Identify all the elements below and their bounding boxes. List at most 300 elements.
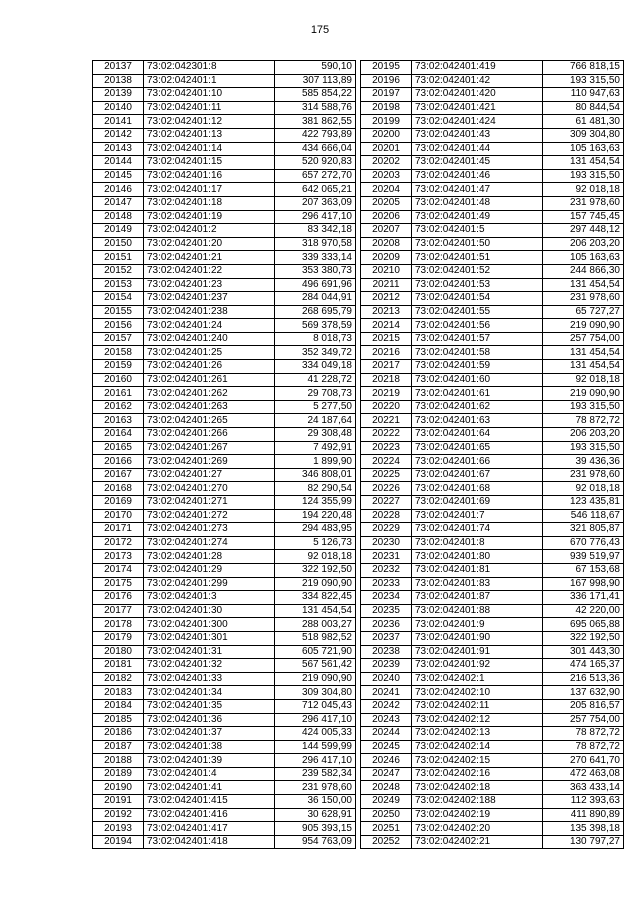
value-cell: 67 153,68 <box>543 563 624 577</box>
cadastral-number-cell: 73:02:042401:418 <box>144 835 275 849</box>
table-row <box>361 713 624 727</box>
value-cell: 131 454,54 <box>543 278 624 292</box>
cadastral-number-cell: 73:02:042401:301 <box>144 631 275 645</box>
row-number-cell: 20162 <box>93 400 144 414</box>
table-row <box>93 577 356 591</box>
value-cell: 36 150,00 <box>275 795 356 809</box>
row-number-cell: 20189 <box>93 767 144 781</box>
value-cell: 39 436,36 <box>543 455 624 469</box>
value-cell: 231 978,60 <box>543 468 624 482</box>
cadastral-number-cell: 73:02:042401:36 <box>144 713 275 727</box>
cadastral-number-cell: 73:02:042402:11 <box>412 699 543 713</box>
table-row <box>361 210 624 224</box>
value-cell: 257 754,00 <box>543 332 624 346</box>
cadastral-number-cell: 73:02:042401:4 <box>144 767 275 781</box>
cadastral-number-cell: 73:02:042401:92 <box>412 659 543 673</box>
value-cell: 130 797,27 <box>543 835 624 849</box>
value-cell: 92 018,18 <box>275 550 356 564</box>
row-number-cell: 20141 <box>93 115 144 129</box>
table-row <box>93 781 356 795</box>
row-number-cell: 20244 <box>361 727 412 741</box>
table-row <box>93 563 356 577</box>
table-row <box>361 822 624 836</box>
cadastral-number-cell: 73:02:042401:51 <box>412 251 543 265</box>
table-row <box>93 224 356 238</box>
value-cell: 657 272,70 <box>275 169 356 183</box>
row-number-cell: 20242 <box>361 699 412 713</box>
table-row <box>93 686 356 700</box>
row-number-cell: 20239 <box>361 659 412 673</box>
table-row <box>361 61 624 75</box>
table-row <box>93 156 356 170</box>
cadastral-number-cell: 73:02:042401:30 <box>144 604 275 618</box>
cadastral-number-cell: 73:02:042401:420 <box>412 88 543 102</box>
row-number-cell: 20206 <box>361 210 412 224</box>
row-number-cell: 20153 <box>93 278 144 292</box>
cadastral-number-cell: 73:02:042401:419 <box>412 61 543 75</box>
row-number-cell: 20144 <box>93 156 144 170</box>
cadastral-number-cell: 73:02:042401:69 <box>412 496 543 510</box>
table-row <box>361 74 624 88</box>
value-cell: 137 632,90 <box>543 686 624 700</box>
table-row <box>93 740 356 754</box>
row-number-cell: 20186 <box>93 727 144 741</box>
row-number-cell: 20137 <box>93 61 144 75</box>
value-cell: 905 393,15 <box>275 822 356 836</box>
row-number-cell: 20208 <box>361 237 412 251</box>
cadastral-number-cell: 73:02:042401:19 <box>144 210 275 224</box>
row-number-cell: 20193 <box>93 822 144 836</box>
value-cell: 336 171,41 <box>543 591 624 605</box>
table-row <box>361 88 624 102</box>
row-number-cell: 20148 <box>93 210 144 224</box>
table-row <box>93 387 356 401</box>
row-number-cell: 20209 <box>361 251 412 265</box>
table-row <box>361 101 624 115</box>
table-row <box>361 563 624 577</box>
value-cell: 78 872,72 <box>543 727 624 741</box>
table-row <box>93 319 356 333</box>
table-row <box>93 645 356 659</box>
value-cell: 231 978,60 <box>543 196 624 210</box>
cadastral-number-cell: 73:02:042401:45 <box>412 156 543 170</box>
row-number-cell: 20219 <box>361 387 412 401</box>
row-number-cell: 20218 <box>361 373 412 387</box>
value-cell: 766 818,15 <box>543 61 624 75</box>
table-row <box>361 414 624 428</box>
cadastral-number-cell: 73:02:042401:424 <box>412 115 543 129</box>
cadastral-number-cell: 73:02:042401:81 <box>412 563 543 577</box>
value-cell: 424 005,33 <box>275 727 356 741</box>
cadastral-number-cell: 73:02:042401:61 <box>412 387 543 401</box>
row-number-cell: 20243 <box>361 713 412 727</box>
cadastral-number-cell: 73:02:042401:59 <box>412 360 543 374</box>
cadastral-number-cell: 73:02:042401:2 <box>144 224 275 238</box>
value-cell: 474 165,37 <box>543 659 624 673</box>
value-cell: 520 920,83 <box>275 156 356 170</box>
value-cell: 296 417,10 <box>275 713 356 727</box>
table-row <box>361 835 624 849</box>
row-number-cell: 20146 <box>93 183 144 197</box>
cadastral-number-cell: 73:02:042401:66 <box>412 455 543 469</box>
cadastral-number-cell: 73:02:042401:1 <box>144 74 275 88</box>
table-row <box>361 659 624 673</box>
table-row <box>93 169 356 183</box>
value-cell: 219 090,90 <box>543 319 624 333</box>
cadastral-number-cell: 73:02:042401:18 <box>144 196 275 210</box>
table-row <box>93 414 356 428</box>
value-cell: 30 628,91 <box>275 808 356 822</box>
cadastral-number-cell: 73:02:042401:54 <box>412 292 543 306</box>
row-number-cell: 20157 <box>93 332 144 346</box>
value-cell: 131 454,54 <box>543 156 624 170</box>
cadastral-number-cell: 73:02:042401:299 <box>144 577 275 591</box>
cadastral-number-cell: 73:02:042401:74 <box>412 523 543 537</box>
row-number-cell: 20200 <box>361 128 412 142</box>
cadastral-number-cell: 73:02:042401:34 <box>144 686 275 700</box>
row-number-cell: 20203 <box>361 169 412 183</box>
row-number-cell: 20185 <box>93 713 144 727</box>
cadastral-number-cell: 73:02:042401:240 <box>144 332 275 346</box>
cadastral-number-cell: 73:02:042401:300 <box>144 618 275 632</box>
row-number-cell: 20195 <box>361 61 412 75</box>
register-table-left <box>92 60 356 849</box>
table-row <box>361 781 624 795</box>
table-row <box>361 156 624 170</box>
row-number-cell: 20246 <box>361 754 412 768</box>
row-number-cell: 20248 <box>361 781 412 795</box>
value-cell: 284 044,91 <box>275 292 356 306</box>
cadastral-number-cell: 73:02:042402:18 <box>412 781 543 795</box>
table-row <box>361 196 624 210</box>
row-number-cell: 20249 <box>361 795 412 809</box>
row-number-cell: 20191 <box>93 795 144 809</box>
row-number-cell: 20138 <box>93 74 144 88</box>
row-number-cell: 20252 <box>361 835 412 849</box>
row-number-cell: 20238 <box>361 645 412 659</box>
row-number-cell: 20216 <box>361 346 412 360</box>
table-row <box>93 523 356 537</box>
row-number-cell: 20234 <box>361 591 412 605</box>
value-cell: 1 899,90 <box>275 455 356 469</box>
value-cell: 297 448,12 <box>543 224 624 238</box>
value-cell: 193 315,50 <box>543 169 624 183</box>
value-cell: 296 417,10 <box>275 210 356 224</box>
cadastral-number-cell: 73:02:042402:19 <box>412 808 543 822</box>
value-cell: 296 417,10 <box>275 754 356 768</box>
cadastral-number-cell: 73:02:042401:273 <box>144 523 275 537</box>
cadastral-number-cell: 73:02:042401:49 <box>412 210 543 224</box>
cadastral-number-cell: 73:02:042401:57 <box>412 332 543 346</box>
row-number-cell: 20161 <box>93 387 144 401</box>
row-number-cell: 20190 <box>93 781 144 795</box>
value-cell: 712 045,43 <box>275 699 356 713</box>
value-cell: 42 220,00 <box>543 604 624 618</box>
value-cell: 434 666,04 <box>275 142 356 156</box>
table-row <box>93 128 356 142</box>
row-number-cell: 20207 <box>361 224 412 238</box>
cadastral-number-cell: 73:02:042401:48 <box>412 196 543 210</box>
table-row <box>93 346 356 360</box>
row-number-cell: 20204 <box>361 183 412 197</box>
row-number-cell: 20184 <box>93 699 144 713</box>
row-number-cell: 20228 <box>361 509 412 523</box>
table-row <box>93 536 356 550</box>
table-row <box>93 509 356 523</box>
value-cell: 422 793,89 <box>275 128 356 142</box>
table-row <box>361 591 624 605</box>
value-cell: 83 342,18 <box>275 224 356 238</box>
cadastral-number-cell: 73:02:042301:8 <box>144 61 275 75</box>
cadastral-number-cell: 73:02:042401:68 <box>412 482 543 496</box>
page-number: 175 <box>310 24 330 36</box>
row-number-cell: 20178 <box>93 618 144 632</box>
cadastral-number-cell: 73:02:042401:263 <box>144 400 275 414</box>
value-cell: 105 163,63 <box>543 251 624 265</box>
cadastral-number-cell: 73:02:042401:415 <box>144 795 275 809</box>
table-row <box>361 468 624 482</box>
cadastral-number-cell: 73:02:042401:47 <box>412 183 543 197</box>
cadastral-number-cell: 73:02:042401:58 <box>412 346 543 360</box>
row-number-cell: 20180 <box>93 645 144 659</box>
table-row <box>93 441 356 455</box>
table-row <box>361 618 624 632</box>
cadastral-number-cell: 73:02:042401:64 <box>412 428 543 442</box>
row-number-cell: 20229 <box>361 523 412 537</box>
cadastral-number-cell: 73:02:042401:238 <box>144 305 275 319</box>
table-row <box>361 631 624 645</box>
cadastral-number-cell: 73:02:042402:13 <box>412 727 543 741</box>
value-cell: 78 872,72 <box>543 414 624 428</box>
value-cell: 92 018,18 <box>543 482 624 496</box>
table-row <box>93 754 356 768</box>
table-row <box>361 808 624 822</box>
register-table-left-body <box>93 61 356 849</box>
value-cell: 29 708,73 <box>275 387 356 401</box>
value-cell: 322 192,50 <box>543 631 624 645</box>
cadastral-number-cell: 73:02:042401:38 <box>144 740 275 754</box>
table-row <box>361 400 624 414</box>
row-number-cell: 20173 <box>93 550 144 564</box>
table-row <box>361 604 624 618</box>
row-number-cell: 20197 <box>361 88 412 102</box>
cadastral-number-cell: 73:02:042401:3 <box>144 591 275 605</box>
value-cell: 131 454,54 <box>543 346 624 360</box>
table-row <box>361 305 624 319</box>
cadastral-number-cell: 73:02:042401:237 <box>144 292 275 306</box>
row-number-cell: 20160 <box>93 373 144 387</box>
row-number-cell: 20164 <box>93 428 144 442</box>
cadastral-number-cell: 73:02:042401:27 <box>144 468 275 482</box>
value-cell: 194 220,48 <box>275 509 356 523</box>
value-cell: 7 492,91 <box>275 441 356 455</box>
row-number-cell: 20181 <box>93 659 144 673</box>
table-row <box>93 305 356 319</box>
value-cell: 590,10 <box>275 61 356 75</box>
cadastral-number-cell: 73:02:042401:67 <box>412 468 543 482</box>
cadastral-number-cell: 73:02:042401:87 <box>412 591 543 605</box>
value-cell: 939 519,97 <box>543 550 624 564</box>
cadastral-number-cell: 73:02:042401:267 <box>144 441 275 455</box>
value-cell: 92 018,18 <box>543 183 624 197</box>
table-row <box>361 319 624 333</box>
table-row <box>361 536 624 550</box>
table-row <box>361 523 624 537</box>
table-row <box>361 727 624 741</box>
row-number-cell: 20140 <box>93 101 144 115</box>
cadastral-number-cell: 73:02:042401:11 <box>144 101 275 115</box>
value-cell: 381 862,55 <box>275 115 356 129</box>
table-row <box>93 672 356 686</box>
table-row <box>361 550 624 564</box>
table-row <box>361 224 624 238</box>
table-row <box>361 278 624 292</box>
row-number-cell: 20163 <box>93 414 144 428</box>
value-cell: 346 808,01 <box>275 468 356 482</box>
table-row <box>361 373 624 387</box>
cadastral-number-cell: 73:02:042402:12 <box>412 713 543 727</box>
table-row <box>93 183 356 197</box>
row-number-cell: 20196 <box>361 74 412 88</box>
value-cell: 157 745,45 <box>543 210 624 224</box>
cadastral-number-cell: 73:02:042401:261 <box>144 373 275 387</box>
row-number-cell: 20156 <box>93 319 144 333</box>
table-row <box>361 360 624 374</box>
row-number-cell: 20224 <box>361 455 412 469</box>
value-cell: 239 582,34 <box>275 767 356 781</box>
table-row <box>93 699 356 713</box>
value-cell: 954 763,09 <box>275 835 356 849</box>
table-row <box>361 672 624 686</box>
row-number-cell: 20232 <box>361 563 412 577</box>
row-number-cell: 20168 <box>93 482 144 496</box>
value-cell: 110 947,63 <box>543 88 624 102</box>
table-row <box>93 808 356 822</box>
cadastral-number-cell: 73:02:042401:12 <box>144 115 275 129</box>
table-row <box>93 727 356 741</box>
row-number-cell: 20154 <box>93 292 144 306</box>
cadastral-number-cell: 73:02:042401:29 <box>144 563 275 577</box>
table-row <box>361 115 624 129</box>
value-cell: 695 065,88 <box>543 618 624 632</box>
row-number-cell: 20192 <box>93 808 144 822</box>
table-row <box>361 128 624 142</box>
value-cell: 193 315,50 <box>543 441 624 455</box>
cadastral-number-cell: 73:02:042401:56 <box>412 319 543 333</box>
cadastral-number-cell: 73:02:042401:13 <box>144 128 275 142</box>
row-number-cell: 20199 <box>361 115 412 129</box>
cadastral-number-cell: 73:02:042401:17 <box>144 183 275 197</box>
table-row <box>361 387 624 401</box>
table-row <box>93 591 356 605</box>
value-cell: 411 890,89 <box>543 808 624 822</box>
table-row <box>361 795 624 809</box>
cadastral-number-cell: 73:02:042401:14 <box>144 142 275 156</box>
value-cell: 270 641,70 <box>543 754 624 768</box>
cadastral-number-cell: 73:02:042401:271 <box>144 496 275 510</box>
table-row <box>93 455 356 469</box>
value-cell: 82 290,54 <box>275 482 356 496</box>
value-cell: 670 776,43 <box>543 536 624 550</box>
row-number-cell: 20139 <box>93 88 144 102</box>
value-cell: 363 433,14 <box>543 781 624 795</box>
value-cell: 257 754,00 <box>543 713 624 727</box>
table-row <box>93 659 356 673</box>
row-number-cell: 20245 <box>361 740 412 754</box>
value-cell: 5 277,50 <box>275 400 356 414</box>
row-number-cell: 20175 <box>93 577 144 591</box>
table-row <box>93 251 356 265</box>
cadastral-number-cell: 73:02:042402:15 <box>412 754 543 768</box>
row-number-cell: 20150 <box>93 237 144 251</box>
value-cell: 219 090,90 <box>543 387 624 401</box>
value-cell: 353 380,73 <box>275 264 356 278</box>
table-row <box>93 822 356 836</box>
row-number-cell: 20166 <box>93 455 144 469</box>
row-number-cell: 20142 <box>93 128 144 142</box>
row-number-cell: 20158 <box>93 346 144 360</box>
value-cell: 219 090,90 <box>275 577 356 591</box>
table-row <box>361 767 624 781</box>
cadastral-number-cell: 73:02:042401:416 <box>144 808 275 822</box>
table-row <box>93 278 356 292</box>
row-number-cell: 20149 <box>93 224 144 238</box>
table-row <box>361 428 624 442</box>
cadastral-number-cell: 73:02:042401:83 <box>412 577 543 591</box>
value-cell: 569 378,59 <box>275 319 356 333</box>
cadastral-number-cell: 73:02:042401:65 <box>412 441 543 455</box>
table-row <box>93 713 356 727</box>
table-row <box>93 482 356 496</box>
table-row <box>361 142 624 156</box>
row-number-cell: 20152 <box>93 264 144 278</box>
row-number-cell: 20194 <box>93 835 144 849</box>
register-table-right <box>360 60 624 849</box>
value-cell: 321 805,87 <box>543 523 624 537</box>
value-cell: 131 454,54 <box>543 360 624 374</box>
cadastral-number-cell: 73:02:042401:15 <box>144 156 275 170</box>
value-cell: 216 513,36 <box>543 672 624 686</box>
cadastral-number-cell: 73:02:042401:22 <box>144 264 275 278</box>
cadastral-number-cell: 73:02:042401:269 <box>144 455 275 469</box>
row-number-cell: 20179 <box>93 631 144 645</box>
table-row <box>93 332 356 346</box>
value-cell: 339 333,14 <box>275 251 356 265</box>
table-row <box>93 604 356 618</box>
table-row <box>93 74 356 88</box>
row-number-cell: 20198 <box>361 101 412 115</box>
table-row <box>361 237 624 251</box>
cadastral-number-cell: 73:02:042401:270 <box>144 482 275 496</box>
cadastral-number-cell: 73:02:042401:26 <box>144 360 275 374</box>
table-row <box>361 251 624 265</box>
row-number-cell: 20213 <box>361 305 412 319</box>
value-cell: 567 561,42 <box>275 659 356 673</box>
cadastral-number-cell: 73:02:042401:262 <box>144 387 275 401</box>
table-row <box>361 441 624 455</box>
table-row <box>361 332 624 346</box>
row-number-cell: 20250 <box>361 808 412 822</box>
cadastral-number-cell: 73:02:042401:91 <box>412 645 543 659</box>
table-row <box>93 115 356 129</box>
row-number-cell: 20237 <box>361 631 412 645</box>
value-cell: 642 065,21 <box>275 183 356 197</box>
row-number-cell: 20183 <box>93 686 144 700</box>
row-number-cell: 20172 <box>93 536 144 550</box>
table-row <box>361 455 624 469</box>
value-cell: 8 018,73 <box>275 332 356 346</box>
cadastral-number-cell: 73:02:042401:9 <box>412 618 543 632</box>
